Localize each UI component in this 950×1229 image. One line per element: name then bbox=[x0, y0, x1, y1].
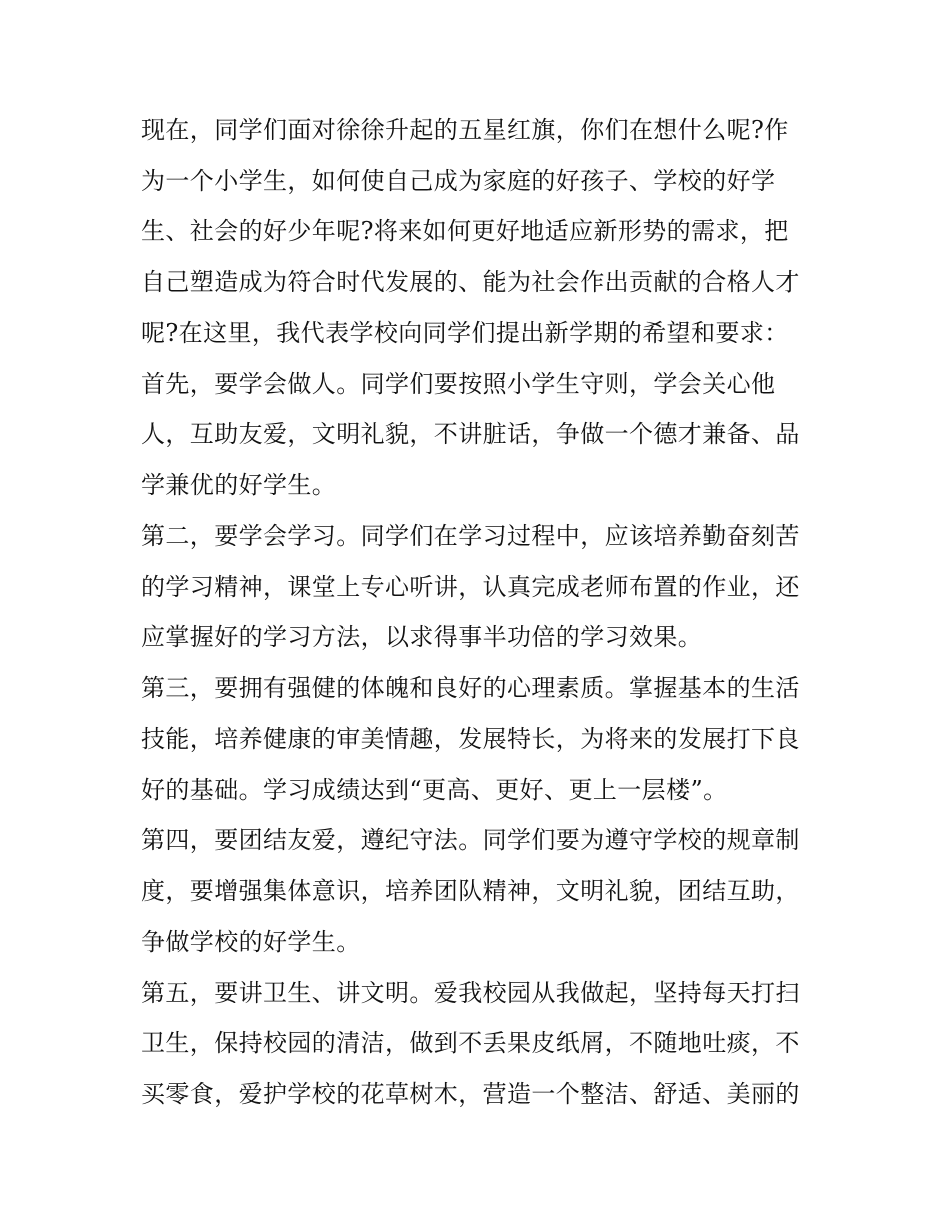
text-line: 现在，同学们面对徐徐升起的五星红旗，你们在想什么呢?作 bbox=[141, 116, 789, 144]
text-line: 呢?在这里，我代表学校向同学们提出新学期的希望和要求： bbox=[141, 319, 789, 347]
text-line: 买零食，爱护学校的花草树木，营造一个整洁、舒适、美丽的 bbox=[141, 1080, 800, 1108]
text-line: 争做学校的好学生。 bbox=[141, 928, 361, 956]
text-line: 自己塑造成为符合时代发展的、能为社会作出贡献的合格人才 bbox=[141, 268, 800, 296]
text-line: 好的基础。学习成绩达到“更高、更好、更上一层楼”。 bbox=[141, 776, 728, 804]
text-line: 首先，要学会做人。同学们要按照小学生守则，学会关心他 bbox=[141, 370, 776, 398]
text-line: 学兼优的好学生。 bbox=[141, 471, 337, 499]
text-line: 第二，要学会学习。同学们在学习过程中，应该培养勤奋刻苦 bbox=[141, 522, 800, 550]
text-line: 人，互助友爱，文明礼貌，不讲脏话，争做一个德才兼备、品 bbox=[141, 420, 800, 448]
text-line: 的学习精神，课堂上专心听讲，认真完成老师布置的作业，还 bbox=[141, 573, 800, 601]
text-line: 第三，要拥有强健的体魄和良好的心理素质。掌握基本的生活 bbox=[141, 674, 800, 702]
text-line: 第五，要讲卫生、讲文明。爱我校园从我做起，坚持每天打扫 bbox=[141, 979, 800, 1007]
text-line: 应掌握好的学习方法，以求得事半功倍的学习效果。 bbox=[141, 623, 703, 651]
text-line: 第四，要团结友爱，遵纪守法。同学们要为遵守学校的规章制 bbox=[141, 826, 800, 854]
text-line: 度，要增强集体意识，培养团队精神，文明礼貌，团结互助， bbox=[141, 877, 800, 905]
text-line: 卫生，保持校园的清洁，做到不丢果皮纸屑，不随地吐痰，不 bbox=[141, 1029, 800, 1057]
text-line: 为一个小学生，如何使自己成为家庭的好孩子、学校的好学 bbox=[141, 167, 776, 195]
text-line: 技能，培养健康的审美情趣，发展特长，为将来的发展打下良 bbox=[141, 725, 800, 753]
text-line: 生、社会的好少年呢?将来如何更好地适应新形势的需求，把 bbox=[141, 217, 789, 245]
